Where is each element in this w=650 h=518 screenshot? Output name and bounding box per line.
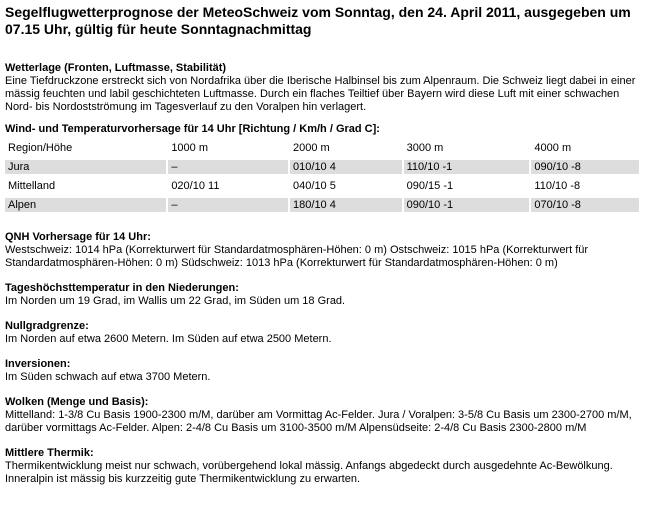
value-cell: 010/10 4 (290, 160, 402, 174)
wolken-text: Mittelland: 1-3/8 Cu Basis 1900-2300 m/M, darüber am Vormittag Ac-Felder. Jura / Voralpen: 3-5/8 Cu Basis um 2300-2700 m/M, darüber vormittags Ac-Felder. Alpen: 2-4/8 Cu Basis um 3100-3500 m/M Alpensüdseite: 2-4/8 Cu Basis 2300-2800 m/M (5, 409, 632, 434)
header-cell: 1000 m (171, 142, 209, 154)
value-cell: 090/10 -8 (531, 160, 639, 174)
thermik-heading: Mittlere Thermik: (5, 447, 94, 459)
region-cell: Alpen (5, 198, 166, 212)
nullgrad-text: Im Norden auf etwa 2600 Metern. Im Süden auf etwa 2500 Metern. (5, 333, 332, 345)
header-cell: Region/Höhe (8, 142, 73, 154)
section-thermik (5, 447, 644, 486)
wolken-heading: Wolken (Menge und Basis): (5, 396, 149, 408)
region-cell: Mittelland (8, 180, 56, 192)
value-cell: 020/10 11 (171, 180, 220, 192)
section-wolken (5, 396, 644, 435)
value-cell: 090/15 -1 (406, 180, 454, 192)
value-cell: 090/10 -1 (404, 198, 530, 212)
thermik-text: Thermikentwicklung meist nur schwach, vorübergehend lokal mässig. Anfangs abgedeckt durch ausgedehnte Ac-Bewölkung. Inneralpin ist mässig bis kurzzeitig gute Thermikentwicklung zu erwarten. (5, 460, 613, 485)
wind-heading: Wind- und Temperaturvorhersage für 14 Uhr [Richtung / Km/h / Grad C]: (5, 123, 380, 135)
value-cell: 070/10 -8 (531, 198, 639, 212)
wetterlage-heading: Wetterlage (Fronten, Luftmasse, Stabilität) (5, 62, 227, 74)
value-cell: – (168, 198, 288, 212)
qnh-text: Westschweiz: 1014 hPa (Korrekturwert für Standardatmosphären-Höhen: 0 m) Ostschweiz: 1015 hPa (Korrekturwert für Standardatmosphären-Höhen: 0 m) Südschweiz: 1013 hPa (Korrekturwert für Standardatmosphären-Höhen: 0 m) (5, 244, 589, 269)
value-cell: – (168, 160, 288, 174)
section-qnh (5, 231, 644, 270)
header-cell: 4000 m (534, 142, 572, 154)
temp-text: Im Norden um 19 Grad, im Wallis um 22 Grad, im Süden um 18 Grad. (5, 295, 346, 307)
table-row (5, 179, 639, 193)
region-cell: Jura (5, 160, 166, 174)
page-title: Segelflugwetterprognose der MeteoSchweiz vom Sonntag, den 24. April 2011, ausgegeben um 07.15 Uhr, gültig für heute Sonntagnachmittag (5, 4, 631, 37)
section-nullgrad (5, 320, 644, 346)
inversionen-text: Im Süden schwach auf etwa 3700 Metern. (5, 371, 211, 383)
value-cell: 180/10 4 (290, 198, 402, 212)
header-cell: 2000 m (293, 142, 330, 154)
header-cell: 3000 m (406, 142, 444, 154)
nullgrad-heading: Nullgradgrenze: (5, 320, 89, 332)
wind-table-header (5, 141, 639, 155)
section-inversionen (5, 358, 644, 384)
temp-heading: Tageshöchsttemperatur in den Niederungen: (5, 282, 239, 294)
section-wetterlage (5, 62, 644, 114)
value-cell: 110/10 -8 (534, 180, 581, 192)
section-wind (5, 123, 644, 217)
section-temperature (5, 282, 644, 308)
wind-table (3, 136, 641, 217)
qnh-heading: QNH Vorhersage für 14 Uhr: (5, 231, 151, 243)
table-row (5, 160, 639, 174)
inversionen-heading: Inversionen: (5, 358, 71, 370)
value-cell: 040/10 5 (293, 180, 336, 192)
value-cell: 110/10 -1 (404, 160, 530, 174)
wetterlage-text: Eine Tiefdruckzone erstreckt sich von Nordafrika über die Iberische Halbinsel bis zum Alpenraum. Die Schweiz liegt dabei in einer mässig feuchten und labil geschichteten Luftmasse. Durch ein flaches Teiltief über Bayern wird diese Luft mit einer schwachen Nord- bis Nordostströmung im Tagesverlauf zu den Voralpen hin verlagert. (5, 75, 636, 113)
table-row (5, 198, 639, 212)
